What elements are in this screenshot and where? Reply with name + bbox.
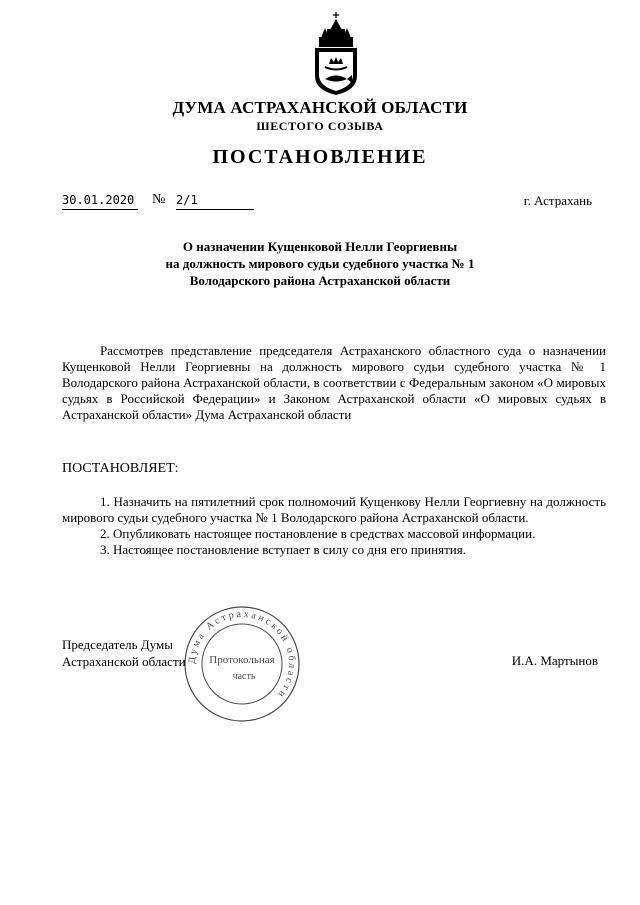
document-city: г. Астрахань	[523, 193, 592, 208]
stamp-center-line: часть	[232, 671, 256, 682]
document-number: 2/1	[176, 193, 254, 210]
signatory-name: И.А. Мартынов	[511, 653, 598, 668]
astrakhan-coat-of-arms-icon	[307, 12, 365, 96]
convocation: ШЕСТОГО СОЗЫВА	[256, 119, 384, 133]
signatory-position	[62, 636, 186, 670]
decree-items	[62, 494, 606, 558]
stamp-center-line: Протокольная	[209, 654, 275, 666]
preamble-paragraph: Рассмотрев представление председателя Астраханского областного суда о назначении Кущенковой Нелли Георгиевны на должность мирового судьи судебного участка № 1 Володарского района Астраханской области, в соответствии с Федеральным законом «О мировых судьях в Российской Федерации» и Законом Астраханской области «О мировых судьях в Астраханской области» Дума Астраханской области	[62, 343, 606, 422]
decree-item: 3. Настоящее постановление вступает в силу со дня его принятия.	[100, 542, 466, 557]
document-date: 30.01.2020	[62, 193, 138, 210]
title-line: Володарского района Астраханской области	[189, 273, 451, 288]
decree-item: 1. Назначить на пятилетний срок полномочий Кущенкову Нелли Георгиевну на должность мирового судьи судебного участка № 1 Володарского района Астраханской области.	[62, 494, 606, 525]
document-title	[0, 238, 640, 289]
document-type: ПОСТАНОВЛЕНИЕ	[212, 146, 428, 168]
position-line: Председатель Думы	[62, 637, 173, 652]
position-line: Астраханской области	[62, 654, 186, 669]
title-line: О назначении Кущенковой Нелли Георгиевны	[182, 239, 458, 254]
number-sign: №	[152, 192, 166, 207]
decree-heading: ПОСТАНОВЛЯЕТ:	[62, 461, 179, 476]
title-line: на должность мирового судьи судебного участка № 1	[165, 256, 475, 271]
decree-item: 2. Опубликовать настоящее постановление в средствах массовой информации.	[100, 526, 536, 541]
organization-name: ДУМА АСТРАХАНСКОЙ ОБЛАСТИ	[172, 98, 468, 117]
stamp-ring-text: Дума Астраханской области	[186, 608, 298, 702]
official-stamp	[182, 603, 302, 725]
